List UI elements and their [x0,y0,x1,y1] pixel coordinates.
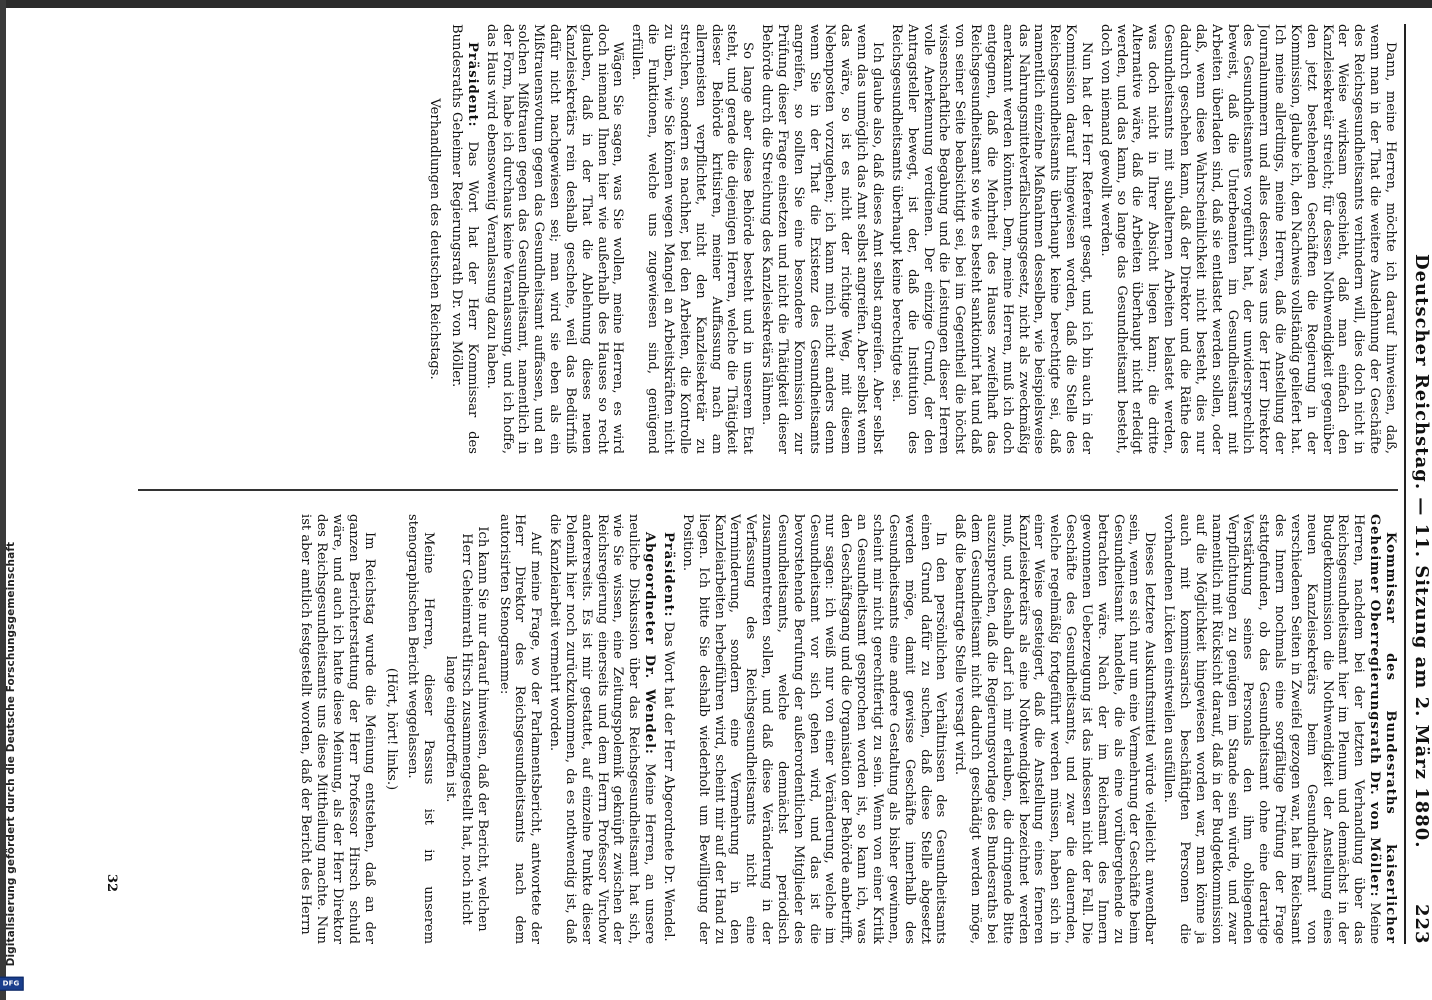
paragraph-text: Nun hat der Herr Referent gesagt, und ich bin auch in der Kommission darauf hingewiesen worden, daß die Stelle des Reichsgesundheitsamts überhaupt keine berechtigte sei, daß namentlich einzelne Maßnahmen desselben, wie beispielsweise das Nahrungsmittelverfälschungsgesetz, nicht als zweckmäßig anerkannt werden könnten. Dem, meine Herren, muß ich doch entgegnen, daß die Mehrheit des Hauses zweifelhaft das Reichsgesundheitsamt so wie es besteht sanktionirt hat und daß von seiner Seite beabsichtigt sei, bei im Gegentheil die höchst wissenschaftliche Begabung und die Leistungen dieser Herren volle Anerkennung verdienen. Der einzige Grund, der den Antragsteller bewegt, ist der, daß die Institution des Reichsgesundheitsamts überhaupt keine berechtigte sei. [888,24,1094,454]
paragraph-text: Auf meine Frage, wo der Parlamentsbericht, antwortete der Herr Direktor des Reichsgesundheitsamts nach dem autorisirten Stenogramme: [496,514,544,944]
signature-mark: 32 [104,874,119,893]
paragraph-text: Im Reichstag wurde die Meinung entstehen, daß an der ganzen Berichterstattung der Herr Professor Hirsch schuld wäre, und auch ich hatte diese Meinung, als der Herr Direktor des Reichsgesundheitsamts uns diese Mittheilung machte. Nun ist aber amtlich festgestellt worden, daß der Bericht des Herrn [298,514,377,944]
paragraph [1097,24,1398,454]
paragraph [660,514,676,944]
paragraph [679,514,948,944]
right-column [138,514,1398,944]
speaker-name: Abgeordneter Dr. Wendel: [642,532,658,755]
paragraph-text: Dann, meine Herren, möchte ich darauf hinweisen, daß, wenn man in der That die weitere Ausdehnung der Geschäfte des Reichsgesundheitsamts verhindern will, dies doch nicht in der Weise wirksam geschieht, daß man einfach den Kanzleisekretär streicht; für dessen Nothwendigkeit gegenüber den jetzt bestehenden Geschäften die Regierung in der Kommission, glaube ich, den Nachweis vollständig geliefert hat. Ich meine allerdings, meine Herren, daß die Anstellung der Journalnummern und alles dessen, was uns der Herr Direktor des Gesundheitsamtes vorgeführt hat, der unwidersprechlich beweist, daß die Unterbeamten im Gesundheitsamt mit Arbeiten überladen sind, daß sie entlastet werden sollen, oder daß, wenn diese Wahrscheinlichkeit nicht besteht, dies nur dadurch geschehen kann, daß der Direktor und die Räthe des Gesundheitsamts mit subalternen Arbeiten belastet werden, was doch nicht in Ihrer Absicht liegen kann; die dritte Alternative wäre, daß die Arbeiten überhaupt nicht erledigt werden, und das kann, so lange das Gesundheitsamt besteht, doch von niemand gewollt werden. [1097,24,1398,454]
paragraph-text: Verhandlungen des deutschen Reichstags. [427,98,443,380]
paragraph [629,24,756,454]
paragraph-text: Wägen Sie sagen, was Sie wollen, meine Herren, es wird doch niemand Ihnen hier wie außerhalb des Hauses so recht glauben, daß in der That die Ablehnung dieses neuen Kanzleisekretärs rein deshalb geschehe, weil das Bedürfniß dafür nicht nachgewiesen sei; man wird sie eben als ein Mißtrauensvotum gegen das Gesundheitsamt auffassen, und an solchen Mißtrauen gegen das Gesundheitsamt, namentlich in der Form, habe ich durchaus keine Veranlassung, und ich hoffe, das Haus wird ebensowenig Veranlassung dazu haben. [483,24,626,454]
page-title: Deutscher Reichstag. — 11. Sitzung am 2. März 1880. [1411,254,1432,849]
paragraph [951,514,1157,944]
dfg-logo: DFG [0,977,23,991]
paragraph-text: (Hört, hört! links.) [383,667,399,791]
paragraph-text: Meine Herren, dieser Passus ist in unserem stenographischen Bericht weggelassen. [405,514,437,944]
paragraph-text: Ich glaube also, daß dieses Amt selbst angreifen. Aber selbst wenn das unmöglich das Amt selbst angreifen. Aber selbst wenn das wäre, so ist es nicht der richtige Weg, mit diesem Nebenposten vorzugehen; ich kann mich nicht anders denn wenn Sie in der That die Existenz des Gesundheitsamts angreifen, so sollten Sie eine besondere Kommission zur Prüfung dieser Frage einsetzen und nicht die Thätigkeit dieser Behörde durch die Streichung des Kanzleisekretärs lähmen. [759,24,885,454]
paragraph-text: Ich kann Sie nur darauf hinweisen, daß der Bericht, welchen Herr Geheimrath Hirsch zusammengestellt hat, noch nicht lange eingetroffen ist. [443,526,490,932]
paragraph [383,514,399,944]
paragraph [496,514,544,944]
digitization-text: Digitalisierung gefördert durch die Deutsche Forschungsgemeinschaft [5,541,17,967]
speaker-name: Kommissar des Bundesraths kaiserlicher Geheimer Oberregierungsrath Dr. von Möller: [1367,514,1398,944]
speaker-name: Präsident: [661,532,677,618]
page-number: 223 [1411,904,1432,945]
paragraph-text: Meine Herren, nachdem bei der letzten Verhandlung über das Reichsgesundheitsamt hier im Plenum und demnächst in der Budgetkommission die Nothwendigkeit der Anstellung eines neuen Kanzleisekretärs beim Gesundheitsamt von verschiedenen Seiten in Zweifel gezogen war, hat im Reichsamt des Innern nochmals eine sorgfältige Prüfung der Frage stattgefunden, ob das Gesundheitsamt ohne eine derartige Verstärkung seines Personals den ihm obliegenden Verpflichtungen zu genügen im Stande sein würde, und zwar namentlich mit Rücksicht darauf, daß in der Budgetkommission auf die Möglichkeit hingewiesen worden war, man könne ja auch mit kommissarisch beschäftigten Personen die vorhandenen Lücken einstweilen ausfüllen. [1161,514,1383,944]
paragraph [758,24,885,454]
paragraph-text: So lange aber diese Behörde besteht und in unserem Etat steht, und gerade die diejenigen Herren, welche die Thätigkeit dieser Behörde kritisiren, meiner Auffassung nach am allermeisten verpflichtet, nicht den Kanzleisekretär zu streichen, sondern es nachher, bei den Arbeiten, die Kontrolle zu üben, wie Sie können wegen Mangel an Arbeitskräften nicht die Funktionen, welche uns zugewiesen sind, genügend erfüllen. [629,24,756,454]
digitization-credit [4,542,18,996]
paragraph [442,514,490,944]
paragraph-text: Das Wort hat der Herr Kommissar des Bundesraths Geheimer Regierungsrath Dr. von Möller. [449,24,480,454]
paragraph [448,24,480,454]
paragraph-text: In den persönlichen Verhältnissen des Gesundheitsamts einen Grund dafür zu suchen, daß diese Stelle abgesetzt werden möge, damit gewisse Geschäfte innerhalb des Gesundheitsamts eine andere Gestaltung als bisher gewinnen, scheint mir nicht gerechtfertigt zu sein. Wenn von einer Kritik an Gesundheitsamt gesprochen worden ist, so kann ich, was den Geschäftsgang und die Organisation der Behörde anbetrifft, nur sagen: ich weiß nur von einer Veränderung, welche im Gesundheitsamt vor sich gehen wird, und das ist die bevorstehende Berufung der außerordentlichen Mitglieder des Gesundheitsamts, welche demnächst periodisch zusammentreten sollen, und daß diese Veränderung in der Verfassung des Reichsgesundheitsamts nicht eine Verminderung, sondern eine Vermehrung in den Kanzleiarbeiten herbeiführen wird, scheint mir auf der Hand zu liegen. Ich bitte Sie deshalb wiederholt um Bewilligung der Position. [679,514,949,944]
paragraph [1160,514,1398,944]
document-page [78,4,1432,964]
paragraph-text: Dieses letztere Auskunftsmittel würde vielleicht anwendbar sein, wenn es sich nur um eine Vermehrung der Geschäfte beim Gesundheitsamt handelte, die als eine vorübergehende zu betrachten wäre. Nach der im Reichsamt des Innern gewonnenen Ueberzeugung ist das indessen nicht der Fall. Die Geschäfte des Gesundheitsamts, und zwar die dauernden, welche regelmäßig fortgeführt werden müssen, haben sich in einer Weise gesteigert, daß die Anstellung eines ferneren Kanzleisekretärs als eine Nothwendigkeit bezeichnet werden muß, und deshalb darf ich mir erlauben, die dringende Bitte auszusprechen, daß die Regierungsvorlage des Bundesraths bei dem Gesundheitsamt nicht dadurch geschädigt werden möge, daß die beantragte Stelle versagt wird. [952,514,1158,944]
paragraph [426,24,442,454]
paragraph [297,514,376,944]
left-column [138,24,1398,454]
speaker-name: Präsident: [464,42,480,128]
paragraph [483,24,626,454]
page-header [1404,24,1432,944]
paragraph [405,514,437,944]
paragraph [888,24,1094,454]
column-divider [138,489,1398,491]
paragraph-text: Das Wort hat der Herr Abgeordnete Dr. Wendel. [661,621,677,942]
paragraph [546,514,657,944]
paragraph-text: Meine Herren, an unsere neuliche Diskussion über das Reichsgesundheitsamt hat sich, wie Sie wissen, eine Zeitungspolemik geknüpft zwischen der Reichsregierung einerseits und dem Herrn Professor Virchow andererseits. Es ist mir gestattet, auf einzelne Punkte dieser Polemik hier noch zurückzukommen, da es nothwendig ist, daß die Kanzleiarbeit vermehrt worden. [547,514,658,944]
